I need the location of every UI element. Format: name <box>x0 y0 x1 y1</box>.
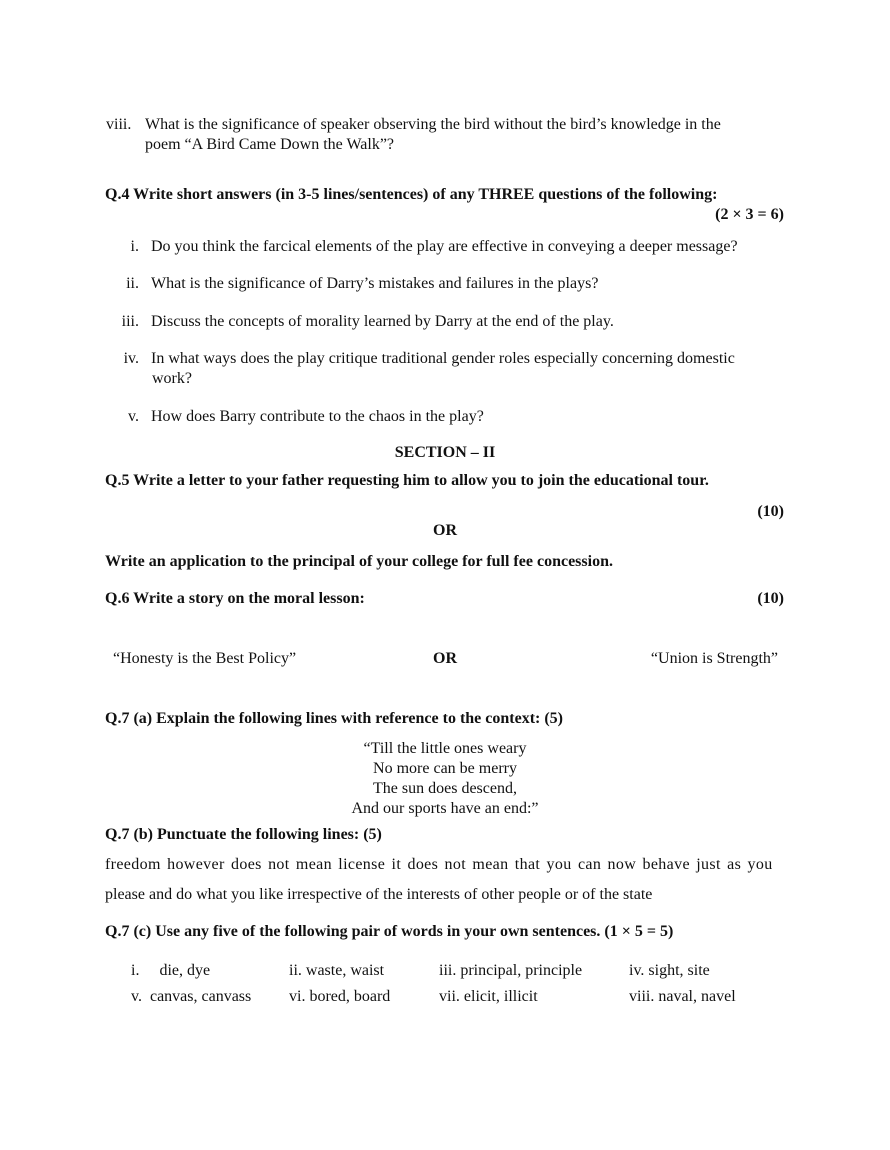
q5-or: OR <box>433 522 457 539</box>
word-pair: vi. bored, board <box>289 988 391 1005</box>
q4-marks: (2 × 3 = 6) <box>715 206 784 223</box>
word-pair: vii. elicit, illicit <box>439 988 538 1005</box>
q4-item-number: v. <box>128 408 139 425</box>
q4-item-number: iv. <box>123 350 139 367</box>
q4-item <box>106 238 738 256</box>
word-pair: ii. waste, waist <box>289 962 385 979</box>
q7b-line-2: please and do what you like irrespective of the interests of other people or of the state <box>105 886 653 903</box>
q4-item-text: Do you think the farcical elements of the play are effective in conveying a deeper message? <box>151 238 738 255</box>
poem-line: And our sports have an end:” <box>351 800 539 817</box>
q7a-poem <box>0 739 890 819</box>
q4-item <box>106 350 735 368</box>
q3-item-number: viii. <box>106 116 132 133</box>
q6-heading: Q.6 Write a story on the moral lesson: <box>105 590 365 607</box>
q5-marks: (10) <box>757 503 784 520</box>
q7b-line-1: freedom however does not mean license it does not mean that you can now behave just as you <box>105 856 773 873</box>
q5-heading: Q.5 Write a letter to your father requesting him to allow you to join the educational tour. <box>105 472 709 489</box>
word-pair: iv. sight, site <box>629 962 710 979</box>
q4-item <box>106 408 484 426</box>
q4-item-number: iii. <box>121 313 139 330</box>
q4-item <box>106 275 598 293</box>
q4-item <box>106 313 614 331</box>
word-pair: iii. principal, principle <box>439 962 583 979</box>
word-pair: viii. naval, navel <box>629 988 736 1005</box>
section-title: SECTION – II <box>394 444 496 461</box>
q6-option-2: “Union is Strength” <box>650 650 778 667</box>
q4-item-text: In what ways does the play critique traditional gender roles especially concerning domestic <box>151 350 735 367</box>
q4-heading: Q.4 Write short answers (in 3-5 lines/sentences) of any THREE questions of the following: <box>105 186 718 203</box>
q4-item-number: i. <box>130 238 139 255</box>
poem-line: The sun does descend, <box>373 780 517 797</box>
q3-item-text-line2: poem “A Bird Came Down the Walk”? <box>145 136 395 153</box>
q4-item-text: How does Barry contribute to the chaos in the play? <box>151 408 484 425</box>
q5-alternative: Write an application to the principal of your college for full fee concession. <box>105 553 613 570</box>
q3-item-text-line1: What is the significance of speaker observing the bird without the bird’s knowledge in the <box>145 116 721 133</box>
poem-line: “Till the little ones weary <box>363 740 527 757</box>
q4-item-number: ii. <box>126 275 139 292</box>
q4-item-text: Discuss the concepts of morality learned by Darry at the end of the play. <box>151 313 614 330</box>
q4-item-text-continued: work? <box>152 370 192 387</box>
poem-line: No more can be merry <box>373 760 517 777</box>
q6-option-1: “Honesty is the Best Policy” <box>113 650 297 667</box>
q7a-heading: Q.7 (a) Explain the following lines with reference to the context: (5) <box>105 710 564 727</box>
q7c-heading: Q.7 (c) Use any five of the following pair of words in your own sentences. (1 × 5 = 5) <box>105 923 674 940</box>
q7b-heading: Q.7 (b) Punctuate the following lines: (5) <box>105 826 382 843</box>
q4-item-text: What is the significance of Darry’s mistakes and failures in the plays? <box>151 275 599 292</box>
q6-marks: (10) <box>757 590 784 607</box>
word-pair: v. canvas, canvass <box>131 988 252 1005</box>
q6-or: OR <box>433 650 457 667</box>
word-pair: i. die, dye <box>131 962 211 979</box>
